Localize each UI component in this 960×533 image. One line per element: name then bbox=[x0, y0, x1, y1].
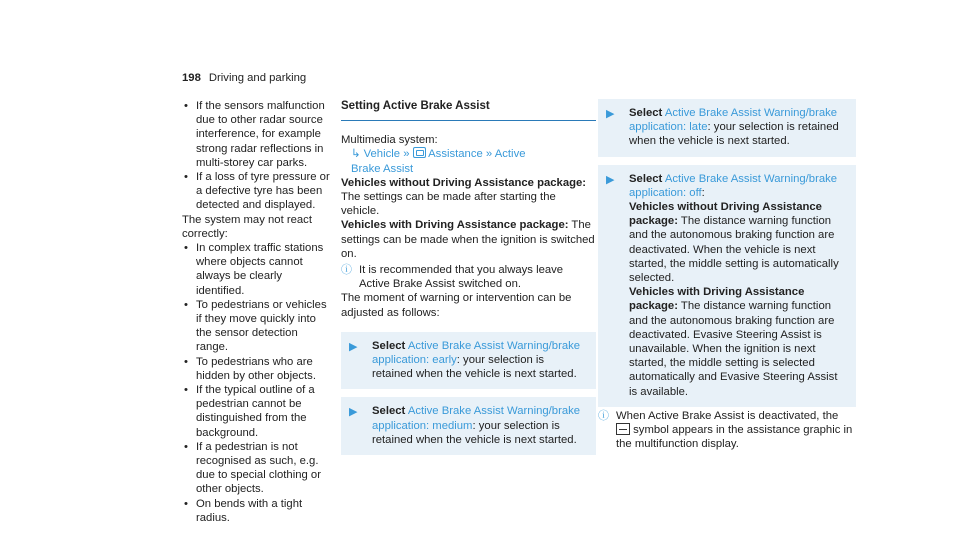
section-heading: Setting Active Brake Assist bbox=[341, 99, 596, 121]
column-right bbox=[598, 99, 856, 451]
page-number: 198 bbox=[182, 72, 201, 84]
list-item: • If the typical outline of a pedestrian cannot be distinguished from the background. bbox=[182, 383, 330, 440]
return-arrow-icon: ↳ bbox=[351, 148, 361, 161]
intro-text: The system may not react correctly: bbox=[182, 213, 312, 240]
bold-label: Vehicles with Driving Assistance package: bbox=[341, 219, 569, 232]
menu-option: Active Brake Assist Warning/brake application: late bbox=[629, 107, 838, 134]
step-arrow-icon: ▶ bbox=[606, 108, 615, 120]
bold-label: Vehicles without Driving Assistance package: bbox=[629, 201, 822, 228]
info-icon: ⓘ bbox=[598, 409, 609, 422]
step-arrow-icon: ▶ bbox=[349, 406, 358, 419]
path-assistance: Assistance bbox=[428, 148, 483, 161]
step-list bbox=[598, 99, 856, 407]
info-note bbox=[341, 263, 596, 291]
note-text: When Active Brake Assist is deactivated, the bbox=[616, 409, 839, 422]
menu-option: Active Brake Assist Warning/brake application: off bbox=[629, 172, 838, 199]
select-label: Select bbox=[629, 172, 663, 185]
colon: : bbox=[701, 186, 705, 199]
bullet-list-top bbox=[182, 99, 330, 213]
menu-path bbox=[341, 147, 596, 175]
list-item: • In complex traffic stations where objects cannot always be clearly identified. bbox=[182, 241, 330, 298]
note-text: It is recommended that you always leave Active Brake Assist switched on. bbox=[359, 264, 564, 291]
path-vehicle: Vehicle bbox=[363, 148, 401, 161]
path-brake-assist: Brake Assist bbox=[351, 162, 414, 175]
column-middle bbox=[341, 99, 596, 455]
step-arrow-icon: ▶ bbox=[349, 340, 358, 353]
select-label: Select bbox=[629, 107, 663, 119]
section-title: Driving and parking bbox=[208, 72, 307, 84]
paragraph-text: The settings can be made when the ignition is switched on. bbox=[341, 219, 595, 260]
step-arrow-icon: ▶ bbox=[606, 173, 615, 186]
brake-assist-off-icon bbox=[616, 423, 630, 435]
list-item: • If the sensors malfunction due to other radar source interference, for example strong radar reflections in multi-storey car parks. bbox=[182, 99, 330, 170]
bold-label: Vehicles with Driving Assistance package: bbox=[629, 286, 805, 313]
list-item: • If a pedestrian is not recognised as such, e.g. due to special clothing or other objects. bbox=[182, 440, 330, 497]
menu-option: Active Brake Assist Warning/brake application: medium bbox=[372, 405, 581, 432]
info-icon: ⓘ bbox=[341, 264, 352, 277]
page-header bbox=[182, 71, 306, 85]
note-text: symbol appears in the assistance graphic in the multifunction display. bbox=[616, 424, 853, 451]
bullet-list-bottom bbox=[182, 241, 330, 525]
paragraph-text: The settings can be made after starting the vehicle. bbox=[341, 191, 556, 218]
step-list bbox=[341, 332, 596, 455]
list-item: • To pedestrians or vehicles if they move quickly into the sensor detection range. bbox=[182, 298, 330, 355]
select-label: Select bbox=[372, 339, 406, 352]
paragraph: The moment of warning or intervention can be adjusted as follows: bbox=[341, 292, 572, 319]
step-text: : your selection is retained when the vehicle is next started. bbox=[372, 419, 577, 446]
step-text: The distance warning function and the autonomous braking function are deactivated. When the vehicle is next started, the middle setting is automatically selected. bbox=[629, 215, 839, 285]
multimedia-label: Multimedia system: bbox=[341, 134, 438, 147]
double-chevron-icon: » bbox=[485, 148, 493, 161]
step-text: The distance warning function and the autonomous braking function are deactivated. Evasive Steering Assist is unavailable. When the ignition is next started, the middle setting is selected automatically and Evasive Steering Assist is available. bbox=[629, 300, 838, 398]
path-active: Active bbox=[494, 148, 526, 161]
list-item: • If a loss of tyre pressure or a defective tyre has been detected and displayed. bbox=[182, 170, 330, 213]
paragraph bbox=[341, 176, 596, 219]
car-assist-icon bbox=[413, 147, 426, 158]
info-note bbox=[598, 409, 856, 452]
select-label: Select bbox=[372, 405, 406, 418]
double-chevron-icon: » bbox=[403, 148, 410, 161]
menu-option: Active Brake Assist Warning/brake application: early bbox=[372, 339, 581, 367]
step-item bbox=[341, 397, 596, 455]
step-text: : your selection is retained when the vehicle is next started. bbox=[372, 354, 577, 381]
step-item bbox=[341, 332, 596, 390]
step-text: : your selection is retained when the vehicle is next started. bbox=[629, 121, 839, 148]
step-item bbox=[598, 165, 856, 407]
column-left bbox=[182, 99, 330, 525]
list-item: • To pedestrians who are hidden by other objects. bbox=[182, 355, 330, 383]
bold-label: Vehicles without Driving Assistance package: bbox=[341, 176, 587, 189]
list-item: • On bends with a tight radius. bbox=[182, 497, 330, 525]
paragraph bbox=[341, 218, 596, 261]
step-item bbox=[598, 99, 856, 157]
